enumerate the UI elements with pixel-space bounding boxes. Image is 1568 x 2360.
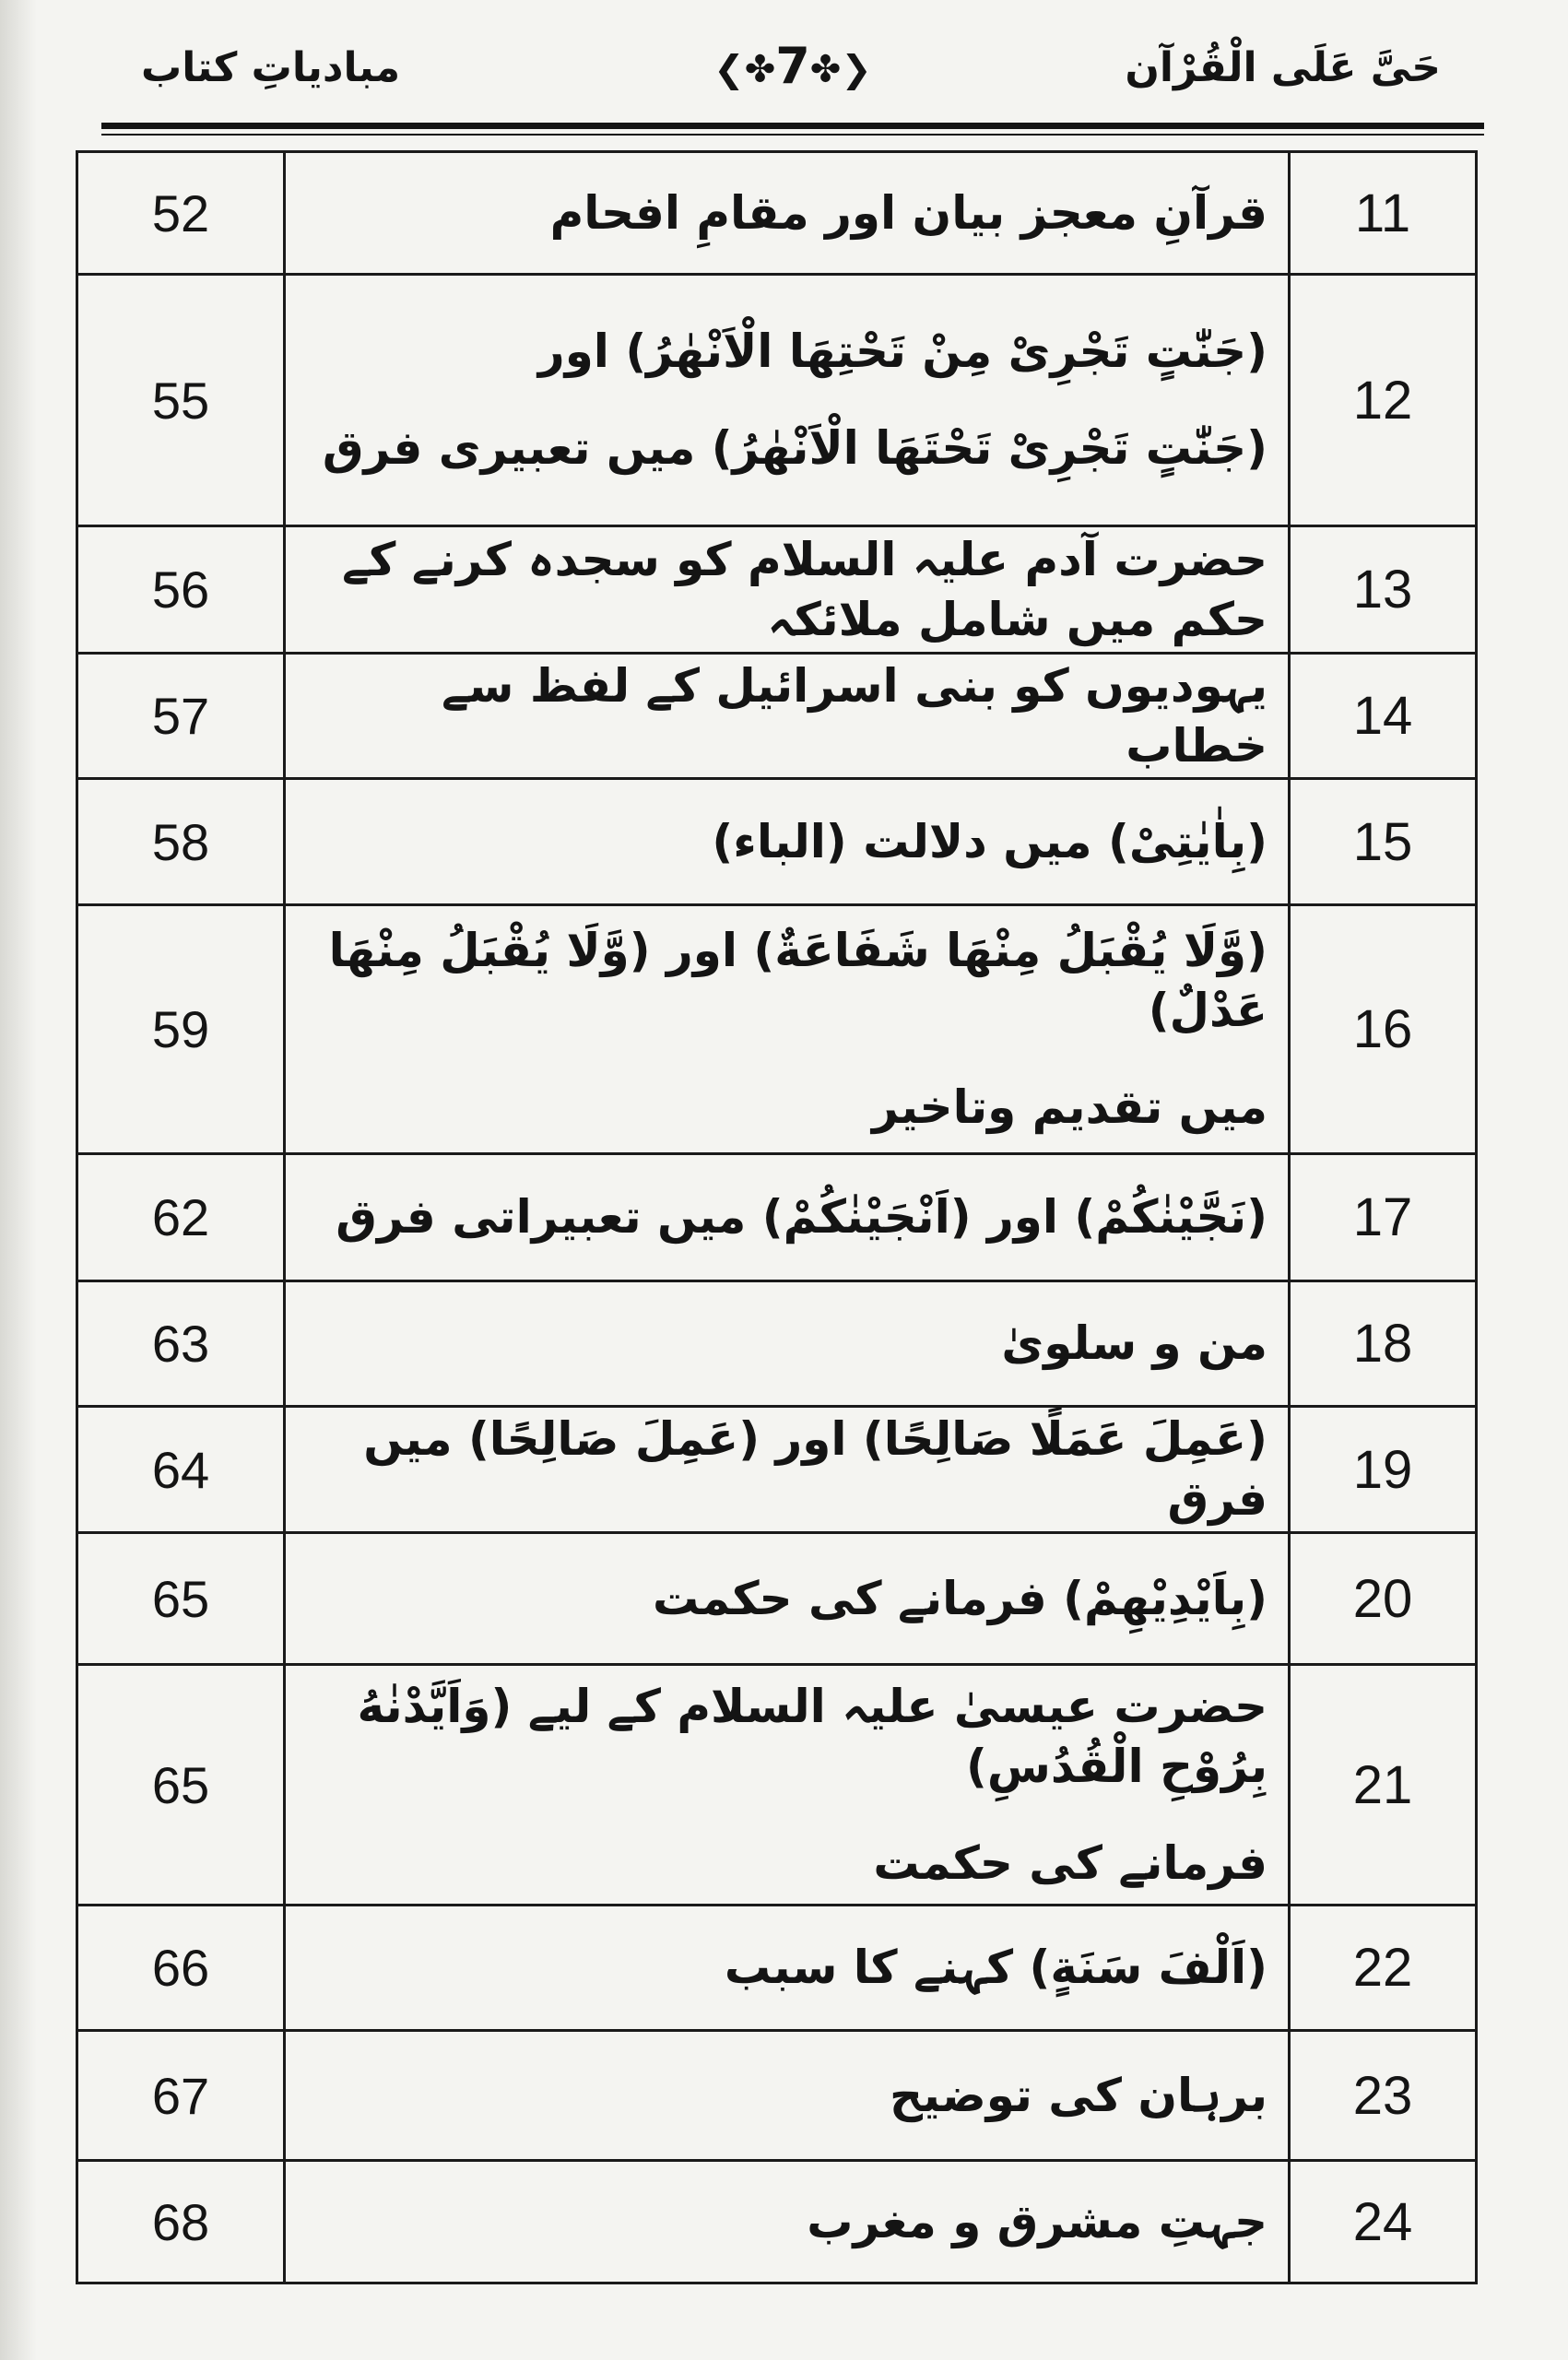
serial-cell: 17 (1290, 1154, 1477, 1281)
page-edge-shadow (0, 0, 37, 2360)
page-cell: 58 (77, 779, 285, 905)
topic-line: قرآنِ معجز بیان اور مقامِ افحام (549, 185, 1267, 240)
serial-cell: 15 (1290, 779, 1477, 905)
topic-cell (285, 2161, 1290, 2283)
serial-cell: 11 (1290, 152, 1477, 275)
ornament-right-icon: ✤❯ (809, 48, 872, 91)
table-row (77, 275, 1477, 526)
topic-cell (285, 1407, 1290, 1533)
table-row (77, 1154, 1477, 1281)
topic-line: (بِاَیْدِیْهِمْ) فرمانے کی حکمت (653, 1571, 1267, 1625)
serial-cell: 12 (1290, 275, 1477, 526)
topic-line: (عَمِلَ عَمَلًا صَالِحًا) اور (عَمِلَ صَالِحًا) میں فرق (363, 1412, 1267, 1526)
serial-cell: 19 (1290, 1407, 1477, 1533)
table-row (77, 1281, 1477, 1407)
topic-line: (نَجَّیْنٰكُمْ) اور (اَنْجَیْنٰكُمْ) میں تعبیراتی فرق (336, 1190, 1267, 1244)
topic-line: یہودیوں کو بنی اسرائیل کے لفظ سے خطاب (441, 658, 1267, 773)
page-cell: 62 (77, 1154, 285, 1281)
topic-cell (285, 526, 1290, 654)
topic-line: جہتِ مشرق و مغرب (807, 2194, 1267, 2248)
topic-cell (285, 905, 1290, 1154)
topic-cell (285, 1154, 1290, 1281)
page-cell: 63 (77, 1281, 285, 1407)
topic-cell (285, 779, 1290, 905)
table-row (77, 152, 1477, 275)
topic-line: (جَنّٰتٍ تَجْرِیْ تَحْتَهَا الْاَنْهٰرُ) میں تعبیری فرق (322, 421, 1267, 475)
page-cell: 56 (77, 526, 285, 654)
serial-cell: 14 (1290, 654, 1477, 779)
page-cell: 52 (77, 152, 285, 275)
table-row (77, 905, 1477, 1154)
table-row (77, 1407, 1477, 1533)
topic-cell (285, 275, 1290, 526)
ornament-left-icon: ❮✤ (713, 48, 776, 91)
table-row (77, 2031, 1477, 2161)
page-cell: 68 (77, 2161, 285, 2283)
serial-cell: 13 (1290, 526, 1477, 654)
page-cell: 55 (77, 275, 285, 526)
page-cell: 67 (77, 2031, 285, 2161)
topic-cell (285, 2031, 1290, 2161)
topic-cell (285, 654, 1290, 779)
topic-line: (جَنّٰتٍ تَجْرِیْ مِنْ تَحْتِهَا الْاَنْهٰرُ) اور (537, 324, 1267, 378)
topic-line: فرمانے کی حکمت (873, 1835, 1267, 1890)
page-cell: 66 (77, 1906, 285, 2031)
page-cell: 57 (77, 654, 285, 779)
topic-line: (بِاٰیٰتِیْ) میں دلالت (الباء) (712, 814, 1267, 868)
page-cell: 65 (77, 1665, 285, 1906)
topic-cell (285, 1533, 1290, 1665)
topic-line: حضرت عیسیٰ علیہ السلام کے لیے (وَاَیَّدْنٰهُ بِرُوْحِ الْقُدُسِ) (357, 1679, 1267, 1793)
header-rule-thick (101, 123, 1484, 129)
serial-cell: 23 (1290, 2031, 1477, 2161)
header-rule-thin (101, 134, 1484, 136)
topic-cell (285, 1906, 1290, 2031)
table-row (77, 1533, 1477, 1665)
topic-cell (285, 152, 1290, 275)
topic-cell (285, 1665, 1290, 1906)
topic-line: میں تقدیم وتاخیر (872, 1080, 1267, 1134)
page-cell: 65 (77, 1533, 285, 1665)
page-number: 7 (775, 37, 810, 95)
topic-cell (285, 1281, 1290, 1407)
table-row (77, 779, 1477, 905)
page-cell: 64 (77, 1407, 285, 1533)
serial-cell: 21 (1290, 1665, 1477, 1906)
table-row (77, 2161, 1477, 2283)
contents-table (76, 150, 1478, 2284)
table-row (77, 1906, 1477, 2031)
table-row (77, 526, 1477, 654)
table-row (77, 654, 1477, 779)
topic-line: من و سلویٰ (1001, 1316, 1267, 1370)
serial-cell: 16 (1290, 905, 1477, 1154)
topic-line: برہان کی توضیح (890, 2068, 1267, 2122)
serial-cell: 20 (1290, 1533, 1477, 1665)
page-cell: 59 (77, 905, 285, 1154)
serial-cell: 24 (1290, 2161, 1477, 2283)
topic-line: (اَلْفَ سَنَةٍ) کہنے کا سبب (724, 1941, 1267, 1994)
topic-line: (وَّلَا یُقْبَلُ مِنْهَا شَفَاعَةٌ) اور (وَّلَا یُقْبَلُ مِنْهَا عَدْلٌ) (328, 924, 1267, 1037)
running-title-left: مبادیاتِ کتاب (141, 44, 401, 91)
serial-cell: 22 (1290, 1906, 1477, 2031)
table-row (77, 1665, 1477, 1906)
serial-cell: 18 (1290, 1281, 1477, 1407)
topic-line: حضرت آدم علیہ السلام کو سجدہ کرنے کے حکم میں شامل ملائکہ (341, 532, 1267, 646)
page-header (97, 37, 1489, 120)
running-title-right: حَیَّ عَلَی الْقُرْآن (1125, 44, 1441, 91)
